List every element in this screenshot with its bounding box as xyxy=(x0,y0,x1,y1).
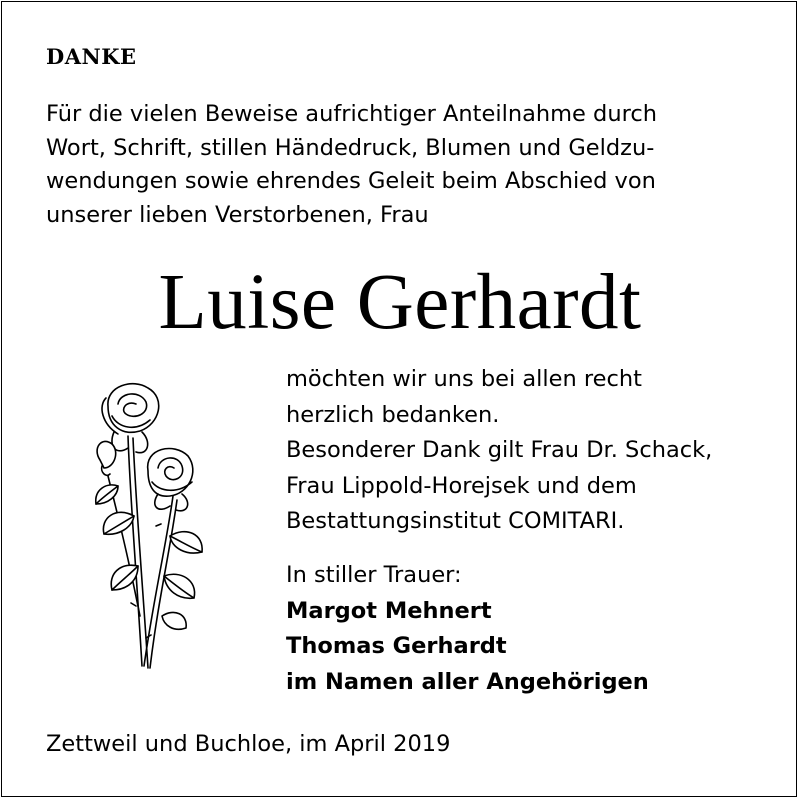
mourner-name: im Namen aller Angehörigen xyxy=(286,668,649,695)
intro-line: Für die vielen Beweise aufrichtiger Anteilnahme durch xyxy=(46,101,657,127)
intro-line: Wort, Schrift, stillen Händedruck, Blumen und Geldzu- xyxy=(46,134,655,161)
intro-text xyxy=(46,98,766,232)
thanks-line: Besonderer Dank gilt Frau Dr. Schack, xyxy=(286,437,713,463)
mourning-intro: In stiller Trauer: xyxy=(286,562,462,588)
mourner-name: Margot Mehnert xyxy=(286,597,492,624)
mourner-name: Thomas Gerhardt xyxy=(286,633,507,659)
thanks-line: Frau Lippold-Horejsek und dem xyxy=(286,472,637,499)
intro-line: wendungen sowie ehrendes Geleit beim Abschied von xyxy=(46,168,656,194)
intro-line: unserer lieben Verstorbenen, Frau xyxy=(46,201,429,228)
mourning-block xyxy=(286,558,649,700)
deceased-name: Luise Gerhardt xyxy=(158,259,642,346)
thanks-text xyxy=(286,362,712,540)
thanks-line: herzlich bedanken. xyxy=(286,401,500,428)
thanks-line: Bestattungsinstitut COMITARI. xyxy=(286,508,625,534)
rose-icon xyxy=(78,376,228,676)
place-date: Zettweil und Buchloe, im April 2019 xyxy=(46,731,451,757)
notice-heading: DANKE xyxy=(46,44,137,69)
thanks-line: möchten wir uns bei allen recht xyxy=(286,366,642,392)
